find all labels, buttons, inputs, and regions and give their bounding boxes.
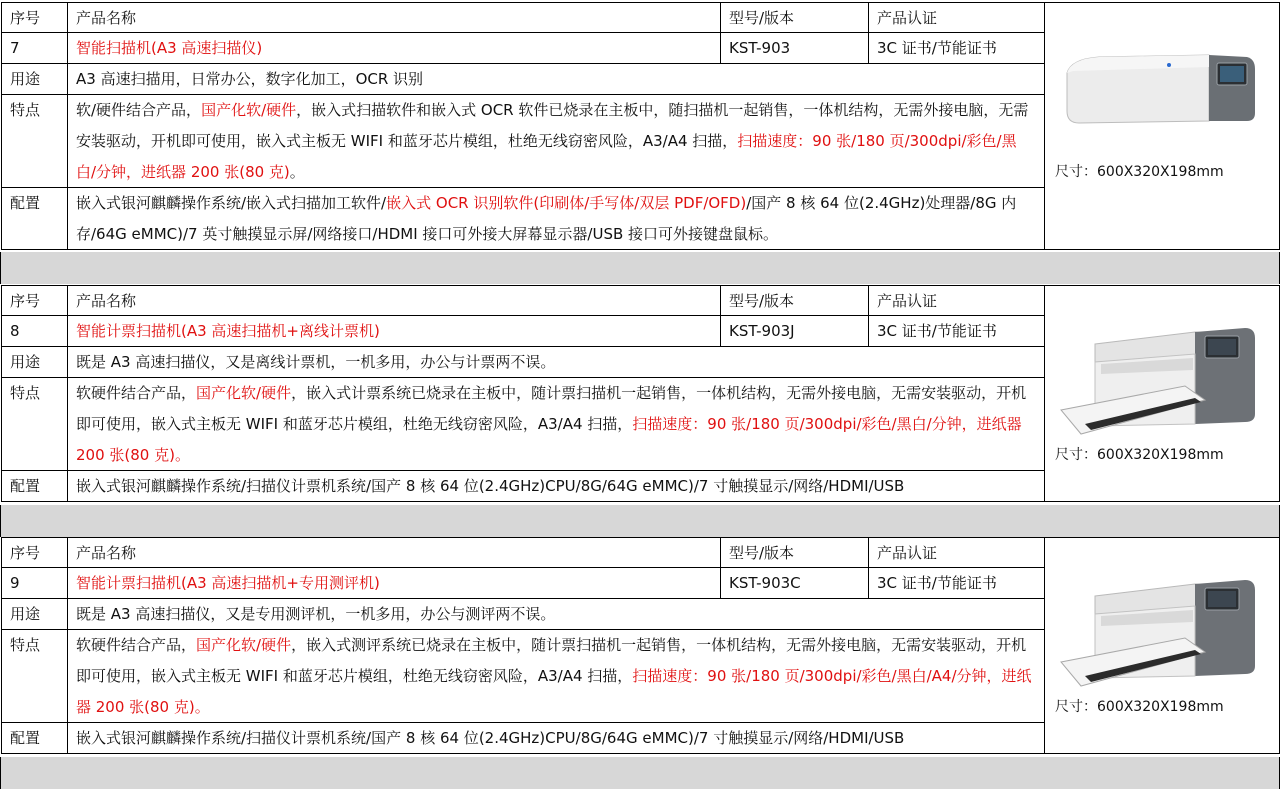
scanner-image xyxy=(1055,566,1265,710)
header-no: 序号 xyxy=(1,285,68,316)
text-segment: ，嵌入式计票系统已烧录在主板中，随计票扫描机一起销售，一体机结构，无需外接电脑，无需安装驱动，开机即可使用，嵌入式主板无 WIFI 和蓝牙芯片模组，杜绝无线窃密风险，A3/A4 扫描， xyxy=(76,384,1027,433)
product-image-cell xyxy=(1045,285,1280,502)
config-label: 配置 xyxy=(1,471,68,502)
section-separator xyxy=(0,505,1280,537)
use-text: 既是 A3 高速扫描仪，又是专用测评机，一机多用，办公与测评两不误。 xyxy=(68,599,1045,630)
use-label: 用途 xyxy=(1,64,68,95)
text-segment: 嵌入式银河麒麟操作系统/扫描仪计票机系统/国产 8 核 64 位(2.4GHz)CPU/8G/64G eMMC)/7 寸触摸显示/网络/HDMI/USB xyxy=(76,477,905,495)
header-cert: 产品认证 xyxy=(869,285,1045,316)
text-segment: 嵌入式银河麒麟操作系统/扫描仪计票机系统/国产 8 核 64 位(2.4GHz)CPU/8G/64G eMMC)/7 寸触摸显示/网络/HDMI/USB xyxy=(76,729,905,747)
product-dimensions: 尺寸：600X320X198mm xyxy=(1055,447,1224,463)
header-no: 序号 xyxy=(1,2,68,33)
header-cert: 产品认证 xyxy=(869,537,1045,568)
feature-text xyxy=(68,630,1045,723)
feature-label: 特点 xyxy=(1,95,68,188)
text-segment: 扫描速度：90 张/180 页/300dpi/彩色/黑白/A4/分钟，进纸器 200 张(80 克)。 xyxy=(76,667,1032,716)
text-segment: 扫描速度：90 张/180 页/300dpi/彩色/黑白/分钟，进纸器 200 张(80 克)。 xyxy=(76,415,1022,464)
text-segment: 国产化软/硬件 xyxy=(196,384,292,402)
header-name: 产品名称 xyxy=(68,285,721,316)
product-image-cell xyxy=(1045,2,1280,250)
text-segment: 国产化软/硬件 xyxy=(196,636,292,654)
product-no: 8 xyxy=(1,316,68,347)
product-name: 智能计票扫描机(A3 高速扫描机+专用测评机) xyxy=(68,568,721,599)
config-label: 配置 xyxy=(1,723,68,754)
text-segment: 嵌入式 OCR 识别软件(印刷体/手写体/双层 PDF/OFD) xyxy=(386,194,747,212)
product-cert: 3C 证书/节能证书 xyxy=(869,316,1045,347)
header-name: 产品名称 xyxy=(68,537,721,568)
product-model: KST-903J xyxy=(721,316,869,347)
scanner-image xyxy=(1055,314,1265,458)
header-no: 序号 xyxy=(1,537,68,568)
product-cert: 3C 证书/节能证书 xyxy=(869,33,1045,64)
header-cert: 产品认证 xyxy=(869,2,1045,33)
product-name: 智能扫描机(A3 高速扫描仪) xyxy=(68,33,721,64)
section-separator xyxy=(0,757,1280,789)
feature-text xyxy=(68,95,1045,188)
text-segment: ，嵌入式测评系统已烧录在主板中，随计票扫描机一起销售，一体机结构，无需外接电脑，无需安装驱动，开机即可使用，嵌入式主板无 WIFI 和蓝牙芯片模组，杜绝无线窃密风险，A3/A4 扫描， xyxy=(76,636,1027,685)
text-segment: 软硬件结合产品， xyxy=(76,384,197,402)
config-text xyxy=(68,188,1045,250)
scanner-image xyxy=(1059,43,1259,137)
config-label: 配置 xyxy=(1,188,68,250)
product-model: KST-903C xyxy=(721,568,869,599)
product-dimensions: 尺寸：600X320X198mm xyxy=(1055,699,1224,715)
text-segment: ，嵌入式扫描软件和嵌入式 OCR 软件已烧录在主板中，随扫描机一起销售，一体机结构，无需外接电脑，无需安装驱动，开机即可使用，嵌入式主板无 WIFI 和蓝牙芯片模组，杜绝无线窃密风险，A3/A4 扫描， xyxy=(76,101,1029,150)
use-label: 用途 xyxy=(1,347,68,378)
text-segment: 软/硬件结合产品， xyxy=(76,101,202,119)
text-segment: 国产化软/硬件 xyxy=(201,101,297,119)
product-no: 7 xyxy=(1,33,68,64)
header-model: 型号/版本 xyxy=(721,537,869,568)
feature-label: 特点 xyxy=(1,630,68,723)
text-segment: 嵌入式银河麒麟操作系统/嵌入式扫描加工软件/ xyxy=(76,194,387,212)
text-segment: 。 xyxy=(289,163,305,181)
product-model: KST-903 xyxy=(721,33,869,64)
product-dimensions: 尺寸：600X320X198mm xyxy=(1055,164,1224,180)
feature-text xyxy=(68,378,1045,471)
config-text xyxy=(68,723,1045,754)
config-text xyxy=(68,471,1045,502)
product-name: 智能计票扫描机(A3 高速扫描机+离线计票机) xyxy=(68,316,721,347)
text-segment: 软硬件结合产品， xyxy=(76,636,197,654)
section-separator xyxy=(0,252,1280,284)
use-text: 既是 A3 高速扫描仪，又是离线计票机，一机多用，办公与计票两不误。 xyxy=(68,347,1045,378)
header-name: 产品名称 xyxy=(68,2,721,33)
product-image-cell xyxy=(1045,537,1280,754)
product-cert: 3C 证书/节能证书 xyxy=(869,568,1045,599)
feature-label: 特点 xyxy=(1,378,68,471)
use-text: A3 高速扫描用，日常办公，数字化加工，OCR 识别 xyxy=(68,64,1045,95)
product-no: 9 xyxy=(1,568,68,599)
text-segment: /国产 8 核 64 位(2.4GHz)处理器/8G 内存/64G eMMC)/7 英寸触摸显示屏/网络接口/HDMI 接口可外接大屏幕显示器/USB 接口可外接键盘鼠标。 xyxy=(76,194,1017,243)
header-model: 型号/版本 xyxy=(721,2,869,33)
text-segment: 扫描速度：90 张/180 页/300dpi/彩色/黑白/分钟，进纸器 200 张(80 克) xyxy=(76,132,1017,181)
use-label: 用途 xyxy=(1,599,68,630)
header-model: 型号/版本 xyxy=(721,285,869,316)
